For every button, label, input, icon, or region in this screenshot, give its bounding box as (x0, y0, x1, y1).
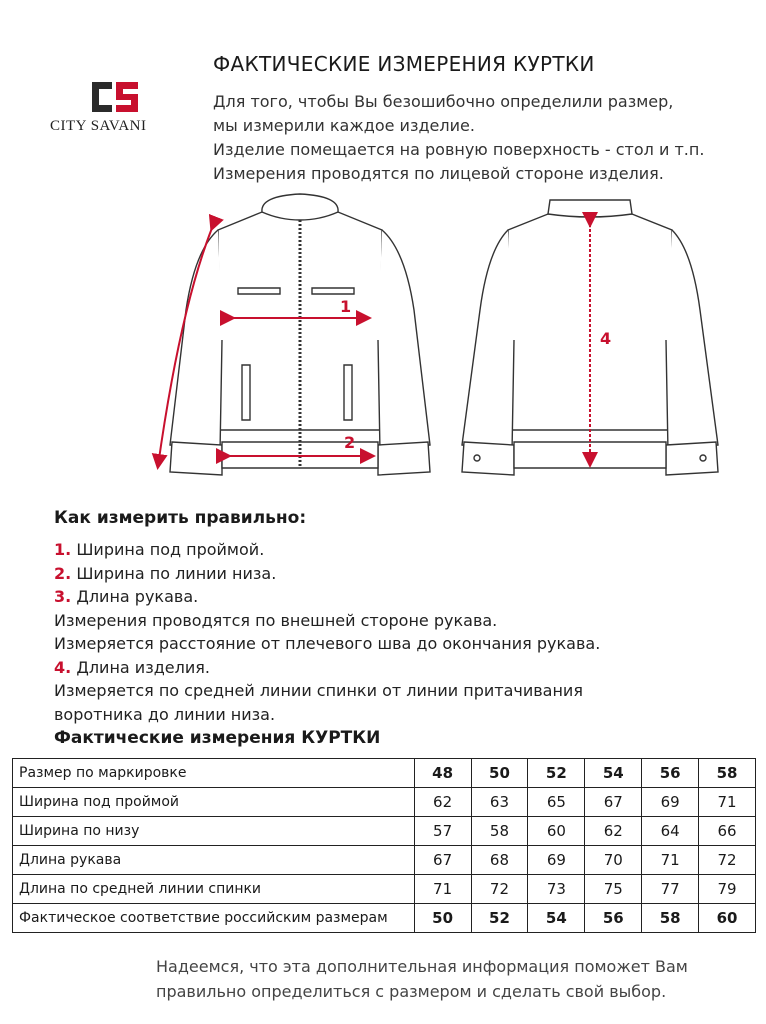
row-label: Ширина под проймой (13, 788, 415, 817)
table-cell: 77 (642, 875, 699, 904)
how-to-measure (54, 508, 600, 726)
table-cell: 56 (585, 904, 642, 933)
table-cell: 66 (699, 817, 756, 846)
measure-label-4: 4 (600, 329, 612, 348)
table-cell: 58 (699, 759, 756, 788)
table-row (13, 817, 756, 846)
table-cell: 58 (471, 817, 528, 846)
how-to-item-number: 2. (54, 563, 72, 583)
table-cell: 57 (414, 817, 471, 846)
how-to-item (54, 585, 600, 609)
how-to-item (54, 679, 600, 703)
intro-line: Изделие помещается на ровную поверхность - стол и т.п. (213, 140, 705, 159)
table-row (13, 846, 756, 875)
row-label: Длина рукава (13, 846, 415, 875)
how-to-item-number: 1. (54, 540, 72, 559)
how-to-item-text: Измерения проводятся по внешней стороне рукава. (54, 610, 498, 630)
table-row (13, 904, 756, 933)
how-to-item (54, 703, 600, 727)
size-table (12, 758, 756, 933)
table-cell: 50 (471, 759, 528, 788)
how-to-item (54, 562, 600, 586)
brand-name: CITY SAVANI (50, 118, 147, 134)
table-row (13, 788, 756, 817)
table-cell: 69 (528, 846, 585, 875)
table-cell: 67 (414, 846, 471, 875)
measure-label-2: 2 (344, 433, 356, 452)
how-to-item-number: 4. (54, 657, 72, 677)
how-to-item-text: воротника до линии низа. (54, 704, 276, 724)
brand-logo (50, 80, 180, 135)
table-cell: 71 (642, 846, 699, 875)
intro-line: мы измерили каждое изделие. (213, 116, 475, 135)
table-cell: 54 (585, 759, 642, 788)
table-cell: 75 (585, 875, 642, 904)
how-to-list (54, 538, 600, 726)
table-cell: 72 (471, 875, 528, 904)
brand-mark-icon (90, 80, 140, 114)
table-cell: 72 (699, 846, 756, 875)
intro-text (213, 90, 704, 186)
table-cell: 63 (471, 788, 528, 817)
how-to-item-text: Ширина под проймой. (76, 540, 265, 559)
table-row (13, 875, 756, 904)
footer-line: правильно определиться с размером и сделать свой выбор. (156, 982, 667, 1001)
row-label: Фактическое соответствие российским размерам (13, 904, 415, 933)
table-cell: 54 (528, 904, 585, 933)
how-to-item-text: Измеряется по средней линии спинки от линии притачивания (54, 681, 583, 700)
footer-note (156, 954, 688, 1004)
row-label: Длина по средней линии спинки (13, 875, 415, 904)
table-title: Фактические измерения КУРТКИ (54, 728, 381, 748)
table-cell: 65 (528, 788, 585, 817)
table-cell: 69 (642, 788, 699, 817)
table-cell: 68 (471, 846, 528, 875)
intro-line: Измерения проводятся по лицевой стороне изделия. (213, 164, 664, 183)
how-to-item (54, 609, 600, 633)
table-cell: 62 (414, 788, 471, 817)
intro-line: Для того, чтобы Вы безошибочно определили размер, (213, 92, 674, 111)
table-cell: 60 (699, 904, 756, 933)
how-to-item-text: Ширина по линии низа. (76, 563, 277, 583)
how-to-item-text: Длина изделия. (76, 657, 210, 677)
table-cell: 52 (528, 759, 585, 788)
how-to-item-text: Длина рукава. (76, 587, 199, 606)
how-to-item (54, 656, 600, 680)
how-to-item (54, 538, 600, 562)
how-to-item-number: 3. (54, 587, 72, 606)
table-cell: 67 (585, 788, 642, 817)
row-label: Размер по маркировке (13, 759, 415, 788)
table-cell: 71 (414, 875, 471, 904)
page-title: ФАКТИЧЕСКИЕ ИЗМЕРЕНИЯ КУРТКИ (213, 52, 595, 76)
table-cell: 70 (585, 846, 642, 875)
how-to-item-text: Измеряется расстояние от плечевого шва до окончания рукава. (54, 634, 601, 653)
table-cell: 60 (528, 817, 585, 846)
jacket-diagram (0, 190, 766, 490)
how-to-title: Как измерить правильно: (54, 508, 307, 528)
table-cell: 71 (699, 788, 756, 817)
measure-label-1: 1 (340, 297, 352, 316)
table-cell: 58 (642, 904, 699, 933)
footer-line: Надеемся, что эта дополнительная информация поможет Вам (156, 957, 688, 976)
table-cell: 48 (414, 759, 471, 788)
how-to-item (54, 632, 600, 656)
table-cell: 52 (471, 904, 528, 933)
row-label: Ширина по низу (13, 817, 415, 846)
table-cell: 79 (699, 875, 756, 904)
table-cell: 56 (642, 759, 699, 788)
table-cell: 73 (528, 875, 585, 904)
table-cell: 50 (414, 904, 471, 933)
table-row (13, 759, 756, 788)
table-cell: 62 (585, 817, 642, 846)
table-cell: 64 (642, 817, 699, 846)
